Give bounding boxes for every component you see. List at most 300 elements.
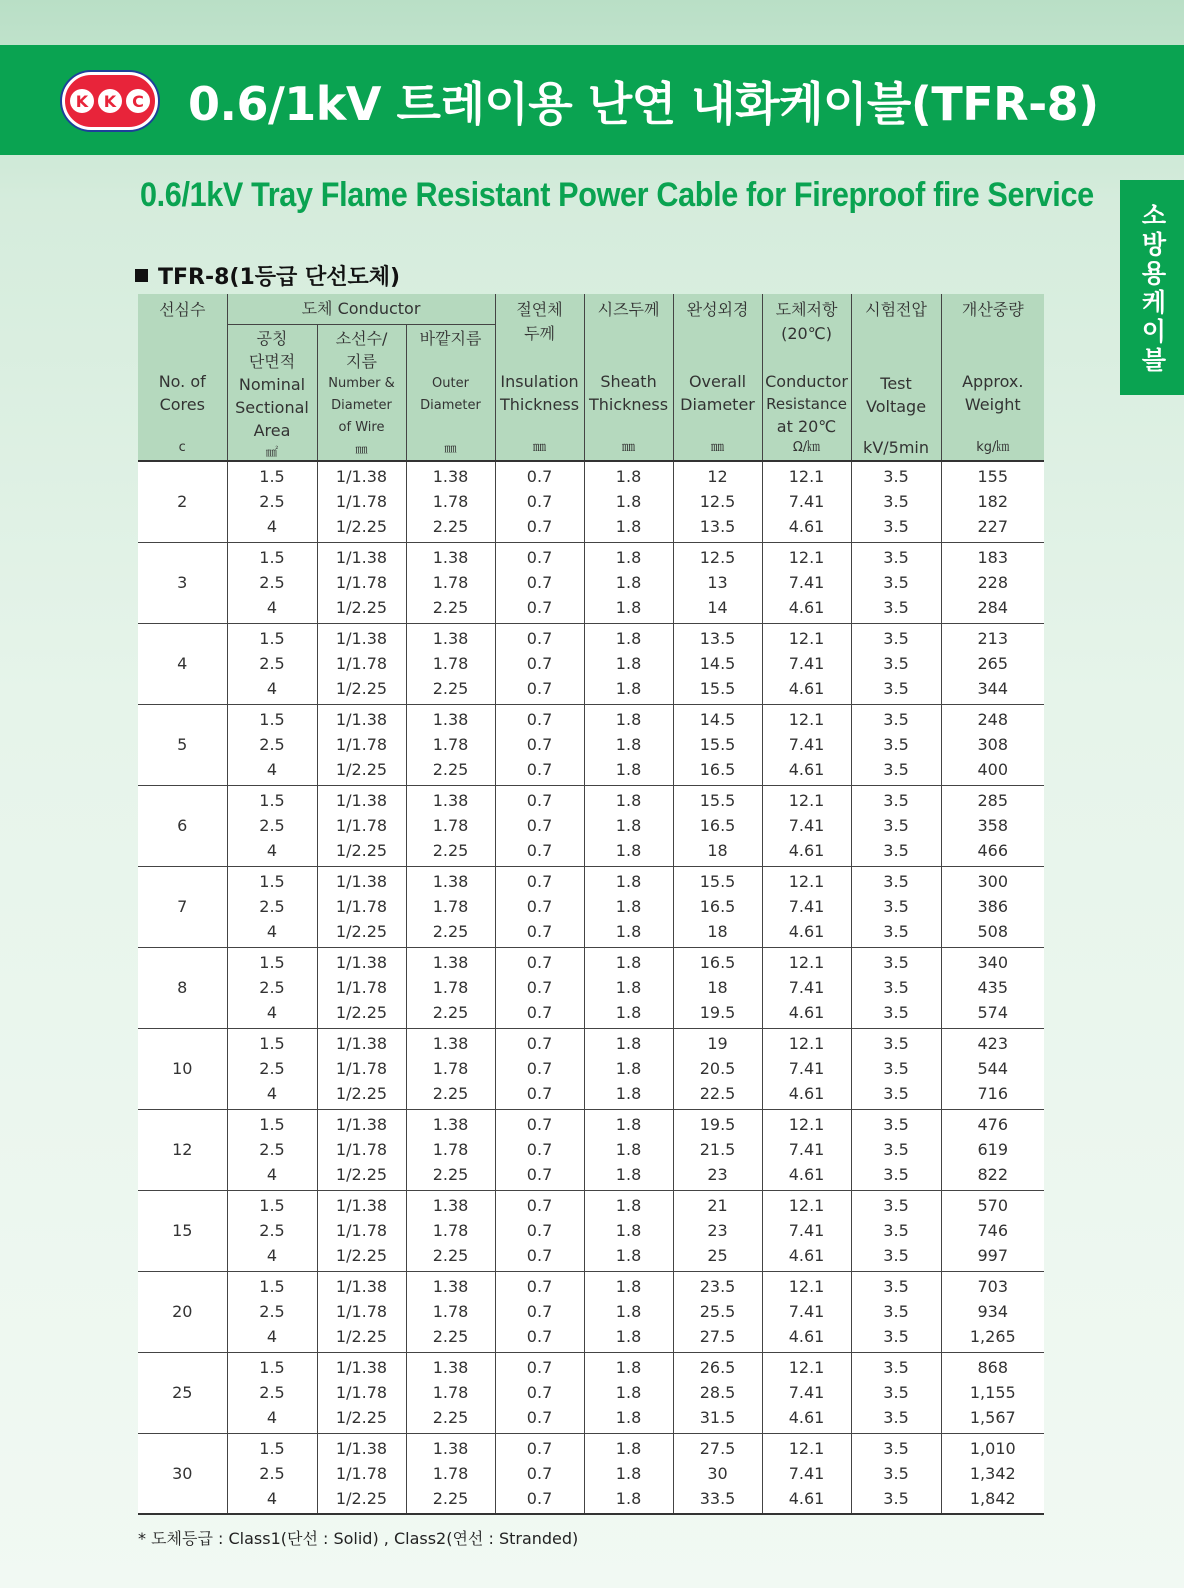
cell-weight — [941, 1109, 1044, 1190]
cell-value: 21.5 — [699, 1140, 736, 1159]
cell-voltage — [851, 704, 941, 785]
cell-value: 0.7 — [526, 897, 553, 916]
area-values — [228, 869, 317, 944]
cell-value: 1.8 — [615, 735, 642, 754]
col-header-area — [227, 324, 317, 461]
cell-voltage — [851, 866, 941, 947]
cell-value: 1/1.78 — [335, 492, 388, 512]
cell-area — [227, 1028, 317, 1109]
cell-insulation — [495, 461, 584, 542]
overall-values — [674, 950, 762, 1025]
sheath-values — [585, 1112, 673, 1187]
cell-value: 703 — [977, 1277, 1009, 1296]
cell-value: 12.1 — [788, 791, 825, 810]
cell-voltage — [851, 1271, 941, 1352]
header-ko: 도체저항 — [775, 300, 838, 319]
header-unit: ㎜ — [444, 440, 457, 455]
header-en: Resistance — [766, 395, 847, 413]
cell-weight — [941, 947, 1044, 1028]
cell-value: 27.5 — [699, 1327, 736, 1346]
cell-value: 3.5 — [883, 573, 909, 592]
cell-value: 3.5 — [883, 1327, 909, 1346]
cell-overall — [673, 1190, 762, 1271]
cell-value: 13.5 — [699, 517, 736, 537]
cell-value: 1,342 — [969, 1463, 1016, 1483]
cell-value: 1/1.78 — [335, 1140, 388, 1159]
cell-value: 0.7 — [526, 872, 553, 891]
cell-value: 1/1.78 — [335, 573, 388, 592]
cell-value: 1.5 — [259, 953, 285, 972]
insulation-values — [496, 1274, 584, 1349]
cell-value: 1.5 — [259, 1438, 285, 1458]
cell-value: 1.8 — [615, 791, 642, 810]
cell-value: 4.61 — [788, 1165, 825, 1184]
cell-value: 0.7 — [526, 1003, 553, 1022]
section-heading — [135, 260, 400, 291]
cell-sheath — [584, 623, 673, 704]
sheath-values — [585, 707, 673, 782]
overall-values — [674, 545, 762, 620]
cell-wire — [317, 461, 406, 542]
cell-area — [227, 1352, 317, 1433]
cell-sheath — [584, 542, 673, 623]
col-group-conductor: 도체 Conductor — [227, 294, 495, 324]
header-en: Sectional — [235, 397, 309, 417]
cell-value: 1/1.78 — [335, 1383, 388, 1402]
table-row — [138, 461, 1044, 542]
cell-value: 0.7 — [526, 922, 553, 941]
voltage-values — [852, 869, 941, 944]
cell-insulation — [495, 1271, 584, 1352]
cell-value: 2.5 — [259, 492, 285, 512]
weight-values — [942, 1274, 1045, 1349]
wire-values — [318, 1193, 406, 1268]
cell-value: 0.7 — [526, 573, 553, 592]
cell-value: 1.8 — [615, 679, 642, 698]
cell-value: 1.8 — [615, 1221, 642, 1240]
cell-overall — [673, 704, 762, 785]
cell-sheath — [584, 461, 673, 542]
cell-value: 15.5 — [699, 791, 736, 810]
cell-value: 0.7 — [526, 1221, 553, 1240]
cell-value: 16.5 — [699, 897, 736, 916]
wire-values — [318, 1112, 406, 1187]
cell-wire — [317, 1028, 406, 1109]
area-values — [228, 545, 317, 620]
cell-value: 1.78 — [432, 492, 469, 512]
voltage-values — [852, 950, 941, 1025]
cell-value: 1/1.78 — [335, 816, 388, 835]
cell-value: 1/2.25 — [335, 1408, 388, 1427]
cell-voltage — [851, 1433, 941, 1514]
cell-value: 7.41 — [788, 1221, 825, 1240]
cell-value: 3.5 — [883, 1246, 909, 1265]
cell-value: 1.78 — [432, 1463, 469, 1483]
outer-values — [407, 1031, 495, 1106]
resistance-values — [763, 1274, 851, 1349]
cell-wire — [317, 1271, 406, 1352]
cell-value: 14 — [707, 598, 728, 617]
cell-value: 1.8 — [615, 922, 642, 941]
cell-value: 2.5 — [259, 897, 285, 916]
overall-values — [674, 1031, 762, 1106]
cell-value: 716 — [977, 1084, 1009, 1103]
header-unit: ㎜ — [622, 440, 636, 455]
cell-sheath — [584, 1433, 673, 1514]
cell-value: 16.5 — [699, 760, 736, 779]
cell-cores: 25 — [138, 1352, 227, 1433]
outer-values — [407, 545, 495, 620]
side-tab-char: 소 — [1141, 200, 1167, 230]
cell-value: 1.8 — [615, 872, 642, 891]
cell-value: 3.5 — [883, 1358, 909, 1377]
cell-value: 423 — [977, 1034, 1009, 1053]
cell-value: 0.7 — [526, 517, 553, 537]
voltage-values — [852, 1193, 941, 1268]
resistance-values — [763, 1112, 851, 1187]
cell-value: 1.8 — [615, 598, 642, 617]
header-ko: 단면적 — [248, 351, 296, 371]
cell-voltage — [851, 542, 941, 623]
spec-table — [138, 294, 1044, 1515]
cell-value: 0.7 — [526, 1084, 553, 1103]
header-en: No. of — [158, 372, 206, 391]
cell-value: 182 — [977, 492, 1009, 512]
cell-value: 1/1.38 — [335, 791, 388, 810]
side-tab-char: 방 — [1141, 229, 1167, 259]
cell-value: 1.8 — [615, 573, 642, 592]
cell-resistance — [762, 1109, 851, 1190]
cell-value: 1/1.38 — [335, 710, 388, 729]
table-row — [138, 1433, 1044, 1514]
cell-value: 1/2.25 — [335, 1246, 388, 1265]
cell-value: 0.7 — [526, 548, 553, 567]
cell-value: 1.38 — [432, 872, 469, 891]
cell-value: 1.8 — [615, 1034, 642, 1053]
cell-value: 1/1.38 — [335, 548, 388, 567]
cell-value: 1/1.78 — [335, 654, 388, 673]
table-row — [138, 1028, 1044, 1109]
footnote: * 도체등급 : Class1(단선 : Solid) , Class2(연선 : Stranded) — [138, 1529, 579, 1548]
outer-values — [407, 1193, 495, 1268]
header-ko: 절연체 — [516, 300, 563, 319]
weight-values — [942, 545, 1045, 620]
spec-table-body — [138, 461, 1044, 1514]
voltage-values — [852, 464, 941, 539]
cell-sheath — [584, 785, 673, 866]
cell-value: 227 — [977, 517, 1009, 537]
cell-outer — [406, 623, 495, 704]
weight-values — [942, 1436, 1045, 1511]
cell-value: 4 — [266, 598, 278, 617]
cell-wire — [317, 1109, 406, 1190]
cell-value: 0.7 — [526, 654, 553, 673]
cell-value: 3.5 — [883, 1408, 909, 1427]
insulation-values — [496, 1355, 584, 1430]
cell-voltage — [851, 947, 941, 1028]
cell-value: 3.5 — [883, 1084, 909, 1103]
cell-value: 1.8 — [615, 492, 642, 512]
cell-value: 3.5 — [883, 1059, 909, 1078]
cell-value: 1.8 — [615, 1438, 642, 1458]
cell-value: 33.5 — [699, 1488, 736, 1508]
wire-values — [318, 1436, 406, 1511]
cell-weight — [941, 1190, 1044, 1271]
col-header-resistance — [762, 294, 851, 461]
cell-value: 1.8 — [615, 1463, 642, 1483]
cell-wire — [317, 785, 406, 866]
cell-value: 13 — [707, 573, 728, 592]
cell-value: 435 — [977, 978, 1009, 997]
cell-value: 12.1 — [788, 629, 825, 648]
cell-value: 2.25 — [432, 1003, 469, 1022]
cell-value: 12.5 — [699, 492, 736, 512]
cell-voltage — [851, 1109, 941, 1190]
header-ko: 시험전압 — [865, 300, 927, 319]
cell-value: 3.5 — [883, 598, 909, 617]
cell-value: 1.38 — [432, 629, 469, 648]
cell-value: 4 — [266, 1084, 278, 1103]
area-values — [228, 1031, 317, 1106]
cell-value: 822 — [977, 1165, 1009, 1184]
cell-value: 1/1.38 — [335, 1358, 388, 1377]
cell-value: 4.61 — [788, 1084, 825, 1103]
cell-value: 2.25 — [432, 841, 469, 860]
cell-value: 1/2.25 — [335, 598, 388, 617]
cell-cores: 7 — [138, 866, 227, 947]
cell-insulation — [495, 1352, 584, 1433]
cell-wire — [317, 1190, 406, 1271]
header-unit: ㎜ — [711, 440, 725, 455]
header-en: Insulation — [500, 372, 579, 391]
cell-value: 1.78 — [432, 573, 469, 592]
cell-value: 3.5 — [883, 679, 909, 698]
cell-value: 400 — [977, 760, 1009, 779]
cell-value: 1.8 — [615, 517, 642, 537]
cell-wire — [317, 947, 406, 1028]
cell-value: 0.7 — [526, 1196, 553, 1215]
cell-outer — [406, 947, 495, 1028]
cell-overall — [673, 1433, 762, 1514]
wire-values — [318, 1031, 406, 1106]
wire-values — [318, 1274, 406, 1349]
col-header-sheath — [584, 294, 673, 461]
cell-value: 1/1.78 — [335, 1221, 388, 1240]
cell-value: 2.5 — [259, 816, 285, 835]
cell-value: 1/2.25 — [335, 841, 388, 860]
cell-resistance — [762, 623, 851, 704]
header-en: Conductor — [765, 372, 848, 391]
cell-overall — [673, 1271, 762, 1352]
header-en: Cores — [159, 395, 205, 414]
cell-value: 2.25 — [432, 1084, 469, 1103]
cell-resistance — [762, 542, 851, 623]
cell-cores: 4 — [138, 623, 227, 704]
cell-value: 1.5 — [259, 1196, 285, 1215]
sheath-values — [585, 626, 673, 701]
outer-values — [407, 1274, 495, 1349]
cell-value: 30 — [707, 1463, 728, 1483]
cell-value: 1.8 — [615, 1302, 642, 1321]
col-header-outer — [406, 324, 495, 461]
cell-value: 3.5 — [883, 760, 909, 779]
col-header-insulation — [495, 294, 584, 461]
cell-value: 3.5 — [883, 791, 909, 810]
cell-value: 3.5 — [883, 1463, 909, 1483]
header-en: Area — [253, 420, 291, 440]
cell-value: 3.5 — [883, 1302, 909, 1321]
cell-sheath — [584, 866, 673, 947]
header-en: Thickness — [499, 395, 580, 414]
cell-value: 1.5 — [259, 467, 285, 487]
cell-value: 25.5 — [699, 1302, 736, 1321]
sheath-values — [585, 1193, 673, 1268]
cell-value: 1.38 — [432, 548, 469, 567]
overall-values — [674, 1112, 762, 1187]
cell-value: 358 — [977, 816, 1009, 835]
resistance-values — [763, 1193, 851, 1268]
cell-value: 1.8 — [615, 629, 642, 648]
header-en: of Wire — [338, 419, 385, 435]
cell-value: 0.7 — [526, 1277, 553, 1296]
weight-values — [942, 1355, 1045, 1430]
header-unit: ㎟ — [265, 444, 278, 459]
cell-sheath — [584, 1271, 673, 1352]
cell-value: 868 — [977, 1358, 1009, 1377]
header-ko: 개산중량 — [961, 300, 1024, 319]
cell-value: 12 — [707, 467, 728, 487]
cell-value: 7.41 — [788, 492, 825, 512]
weight-values — [942, 1031, 1045, 1106]
cell-value: 16.5 — [699, 816, 736, 835]
cell-value: 12.5 — [699, 548, 736, 567]
cell-cores: 6 — [138, 785, 227, 866]
page-title: 0.6/1kV 트레이용 난연 내화케이블(TFR-8) — [188, 77, 1099, 131]
table-row — [138, 866, 1044, 947]
cell-value: 1.8 — [615, 953, 642, 972]
cell-value: 16.5 — [699, 953, 736, 972]
weight-values — [942, 788, 1045, 863]
cell-area — [227, 704, 317, 785]
wire-values — [318, 869, 406, 944]
cell-value: 1/2.25 — [335, 760, 388, 779]
cell-value: 1/2.25 — [335, 922, 388, 941]
cell-value: 0.7 — [526, 978, 553, 997]
cell-value: 1.8 — [615, 1408, 642, 1427]
cell-value: 300 — [977, 872, 1009, 891]
cell-value: 2.25 — [432, 1488, 469, 1508]
cell-value: 7.41 — [788, 654, 825, 673]
cell-value: 2.5 — [259, 1383, 285, 1402]
cell-outer — [406, 1352, 495, 1433]
cell-value: 21 — [707, 1196, 728, 1215]
cell-value: 1/1.38 — [335, 953, 388, 972]
cell-value: 1.5 — [259, 791, 285, 810]
cell-value: 4 — [266, 922, 278, 941]
cell-cores: 8 — [138, 947, 227, 1028]
cell-value: 3.5 — [883, 1277, 909, 1296]
header-en: Diameter — [680, 395, 755, 414]
cell-resistance — [762, 1352, 851, 1433]
cell-value: 1.38 — [432, 1115, 469, 1134]
area-values — [228, 1355, 317, 1430]
cell-outer — [406, 785, 495, 866]
header-en: Nominal — [238, 374, 306, 394]
col-header-voltage — [851, 294, 941, 461]
cell-value: 1,842 — [969, 1488, 1016, 1508]
cell-value: 4 — [266, 517, 278, 537]
cell-value: 12.1 — [788, 1115, 825, 1134]
page-subtitle: 0.6/1kV Tray Flame Resistant Power Cable for Fireproof fire Service — [140, 176, 1094, 214]
cell-value: 12.1 — [788, 872, 825, 891]
header-en: Number & — [328, 375, 395, 391]
cell-value: 0.7 — [526, 1438, 553, 1458]
cell-value: 1/1.38 — [335, 1196, 388, 1215]
header-en: Voltage — [866, 397, 927, 416]
cell-outer — [406, 542, 495, 623]
cell-value: 2.5 — [259, 1463, 285, 1483]
cell-insulation — [495, 1028, 584, 1109]
cell-value: 12.1 — [788, 953, 825, 972]
cell-cores: 2 — [138, 461, 227, 542]
cell-value: 0.7 — [526, 1383, 553, 1402]
cell-value: 4.61 — [788, 517, 825, 537]
cell-value: 0.7 — [526, 1327, 553, 1346]
cell-insulation — [495, 866, 584, 947]
table-row — [138, 1352, 1044, 1433]
cell-value: 3.5 — [883, 629, 909, 648]
cell-value: 1.78 — [432, 1140, 469, 1159]
table-row — [138, 1271, 1044, 1352]
cell-value: 0.7 — [526, 953, 553, 972]
voltage-values — [852, 1112, 941, 1187]
wire-values — [318, 707, 406, 782]
wire-values — [318, 788, 406, 863]
resistance-values — [763, 788, 851, 863]
kkc-logo — [62, 72, 158, 130]
sheath-values — [585, 545, 673, 620]
area-values — [228, 1193, 317, 1268]
cell-voltage — [851, 461, 941, 542]
cell-value: 7.41 — [788, 1059, 825, 1078]
table-row — [138, 542, 1044, 623]
cell-value: 4.61 — [788, 1246, 825, 1265]
cell-value: 1.8 — [615, 1196, 642, 1215]
cell-value: 183 — [977, 548, 1009, 567]
cell-value: 2.5 — [259, 573, 285, 592]
cell-value: 2.25 — [432, 1327, 469, 1346]
cell-cores: 12 — [138, 1109, 227, 1190]
header-ko: 공칭 — [256, 328, 288, 348]
cell-value: 3.5 — [883, 517, 909, 537]
cell-value: 1/1.38 — [335, 872, 388, 891]
cell-value: 0.7 — [526, 735, 553, 754]
header-ko: 지름 — [346, 351, 377, 371]
area-values — [228, 1274, 317, 1349]
cell-value: 2.25 — [432, 1408, 469, 1427]
header-en: Approx. — [962, 372, 1024, 391]
cell-resistance — [762, 704, 851, 785]
cell-value: 619 — [977, 1140, 1009, 1159]
cell-value: 3.5 — [883, 654, 909, 673]
cell-value: 228 — [977, 573, 1009, 592]
cell-value: 12.1 — [788, 1196, 825, 1215]
header-en: Thickness — [588, 395, 669, 414]
cell-value: 508 — [977, 922, 1009, 941]
cell-value: 7.41 — [788, 978, 825, 997]
cell-voltage — [851, 1352, 941, 1433]
weight-values — [942, 950, 1045, 1025]
